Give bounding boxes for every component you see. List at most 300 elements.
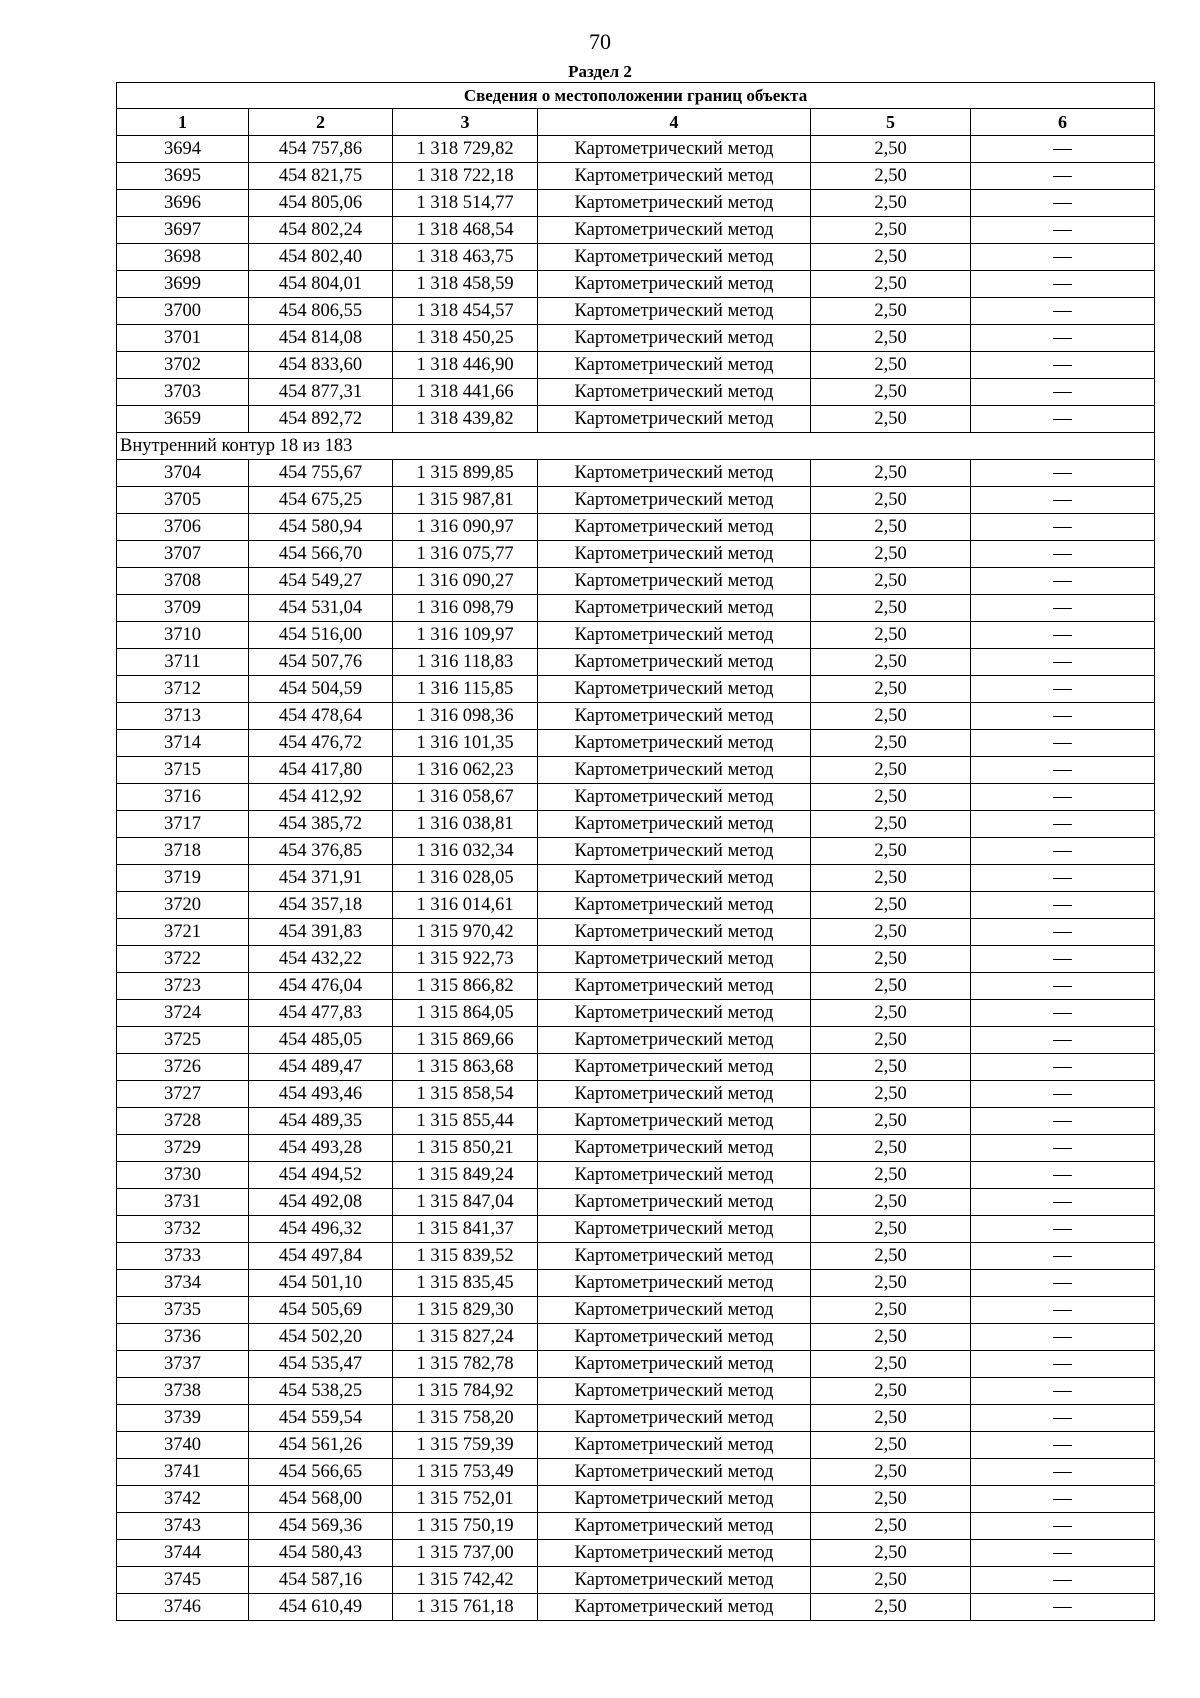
y-coordinate-cell: 1 316 090,27 [393,568,538,595]
point-number-cell: 3700 [117,298,249,325]
accuracy-cell: 2,50 [811,1405,971,1432]
note-cell: — [971,568,1155,595]
accuracy-cell: 2,50 [811,1189,971,1216]
note-cell: — [971,1432,1155,1459]
x-coordinate-cell: 454 376,85 [249,838,393,865]
y-coordinate-cell: 1 315 827,24 [393,1324,538,1351]
y-coordinate-cell: 1 315 737,00 [393,1540,538,1567]
section-title: Раздел 2 [568,62,632,81]
method-cell: Картометрический метод [538,1270,811,1297]
point-number-cell: 3697 [117,217,249,244]
method-cell: Картометрический метод [538,190,811,217]
note-cell: — [971,1540,1155,1567]
table-row [117,1486,1155,1513]
y-coordinate-cell: 1 318 454,57 [393,298,538,325]
table-row [117,1594,1155,1621]
method-cell: Картометрический метод [538,757,811,784]
table-row [117,838,1155,865]
table-row [117,1108,1155,1135]
x-coordinate-cell: 454 569,36 [249,1513,393,1540]
point-number-cell: 3741 [117,1459,249,1486]
x-coordinate-cell: 454 493,28 [249,1135,393,1162]
y-coordinate-cell: 1 316 098,36 [393,703,538,730]
table-row [117,1027,1155,1054]
table-row [117,1135,1155,1162]
method-cell: Картометрический метод [538,973,811,1000]
y-coordinate-cell: 1 315 759,39 [393,1432,538,1459]
table-row [117,325,1155,352]
table-row [117,406,1155,433]
method-cell: Картометрический метод [538,1405,811,1432]
method-cell: Картометрический метод [538,1189,811,1216]
table-row [117,1243,1155,1270]
y-coordinate-cell: 1 315 782,78 [393,1351,538,1378]
accuracy-cell: 2,50 [811,1324,971,1351]
table-row [117,190,1155,217]
x-coordinate-cell: 454 502,20 [249,1324,393,1351]
table-row [117,757,1155,784]
y-coordinate-cell: 1 316 109,97 [393,622,538,649]
table-row [117,1189,1155,1216]
method-cell: Картометрический метод [538,730,811,757]
x-coordinate-cell: 454 814,08 [249,325,393,352]
accuracy-cell: 2,50 [811,649,971,676]
note-cell: — [971,622,1155,649]
note-cell: — [971,1270,1155,1297]
note-cell: — [971,1189,1155,1216]
x-coordinate-cell: 454 566,65 [249,1459,393,1486]
accuracy-cell: 2,50 [811,1540,971,1567]
column-header: 6 [971,109,1155,136]
y-coordinate-cell: 1 318 729,82 [393,136,538,163]
method-cell: Картометрический метод [538,325,811,352]
accuracy-cell: 2,50 [811,487,971,514]
note-cell: — [971,1351,1155,1378]
y-coordinate-cell: 1 315 758,20 [393,1405,538,1432]
column-header-row [117,109,1155,136]
method-cell: Картометрический метод [538,919,811,946]
method-cell: Картометрический метод [538,1243,811,1270]
x-coordinate-cell: 454 806,55 [249,298,393,325]
accuracy-cell: 2,50 [811,784,971,811]
point-number-cell: 3711 [117,649,249,676]
method-cell: Картометрический метод [538,298,811,325]
y-coordinate-cell: 1 315 987,81 [393,487,538,514]
accuracy-cell: 2,50 [811,1027,971,1054]
point-number-cell: 3739 [117,1405,249,1432]
note-cell: — [971,730,1155,757]
method-cell: Картометрический метод [538,1162,811,1189]
y-coordinate-cell: 1 315 869,66 [393,1027,538,1054]
y-coordinate-cell: 1 315 750,19 [393,1513,538,1540]
point-number-cell: 3717 [117,811,249,838]
table-row [117,352,1155,379]
x-coordinate-cell: 454 357,18 [249,892,393,919]
table-row [117,1216,1155,1243]
y-coordinate-cell: 1 316 058,67 [393,784,538,811]
method-cell: Картометрический метод [538,1459,811,1486]
accuracy-cell: 2,50 [811,1135,971,1162]
method-cell: Картометрический метод [538,514,811,541]
x-coordinate-cell: 454 489,35 [249,1108,393,1135]
x-coordinate-cell: 454 559,54 [249,1405,393,1432]
y-coordinate-cell: 1 316 115,85 [393,676,538,703]
note-cell: — [971,406,1155,433]
x-coordinate-cell: 454 892,72 [249,406,393,433]
accuracy-cell: 2,50 [811,352,971,379]
page-number: 70 [589,29,611,54]
point-number-cell: 3716 [117,784,249,811]
point-number-cell: 3736 [117,1324,249,1351]
note-cell: — [971,163,1155,190]
accuracy-cell: 2,50 [811,1000,971,1027]
accuracy-cell: 2,50 [811,919,971,946]
method-cell: Картометрический метод [538,406,811,433]
point-number-cell: 3732 [117,1216,249,1243]
x-coordinate-cell: 454 805,06 [249,190,393,217]
note-cell: — [971,541,1155,568]
method-cell: Картометрический метод [538,1324,811,1351]
point-number-cell: 3737 [117,1351,249,1378]
y-coordinate-cell: 1 316 075,77 [393,541,538,568]
method-cell: Картометрический метод [538,892,811,919]
point-number-cell: 3742 [117,1486,249,1513]
note-cell: — [971,919,1155,946]
accuracy-cell: 2,50 [811,1297,971,1324]
table-row [117,379,1155,406]
note-cell: — [971,487,1155,514]
method-cell: Картометрический метод [538,1027,811,1054]
table-row [117,568,1155,595]
note-cell: — [971,1324,1155,1351]
accuracy-cell: 2,50 [811,811,971,838]
method-cell: Картометрический метод [538,1054,811,1081]
x-coordinate-cell: 454 476,04 [249,973,393,1000]
method-cell: Картометрический метод [538,217,811,244]
table-row [117,703,1155,730]
note-cell: — [971,811,1155,838]
point-number-cell: 3699 [117,271,249,298]
accuracy-cell: 2,50 [811,1432,971,1459]
table-row [117,892,1155,919]
point-number-cell: 3722 [117,946,249,973]
accuracy-cell: 2,50 [811,973,971,1000]
column-header: 1 [117,109,249,136]
table-row [117,1162,1155,1189]
table-row [117,1513,1155,1540]
note-cell: — [971,1000,1155,1027]
y-coordinate-cell: 1 315 784,92 [393,1378,538,1405]
x-coordinate-cell: 454 391,83 [249,919,393,946]
x-coordinate-cell: 454 477,83 [249,1000,393,1027]
table-row [117,271,1155,298]
table-row [117,1432,1155,1459]
y-coordinate-cell: 1 315 752,01 [393,1486,538,1513]
table-row [117,946,1155,973]
method-cell: Картометрический метод [538,622,811,649]
method-cell: Картометрический метод [538,487,811,514]
method-cell: Картометрический метод [538,946,811,973]
point-number-cell: 3710 [117,622,249,649]
x-coordinate-cell: 454 432,22 [249,946,393,973]
table-row [117,1324,1155,1351]
x-coordinate-cell: 454 566,70 [249,541,393,568]
note-cell: — [971,865,1155,892]
method-cell: Картометрический метод [538,838,811,865]
accuracy-cell: 2,50 [811,406,971,433]
accuracy-cell: 2,50 [811,190,971,217]
point-number-cell: 3734 [117,1270,249,1297]
x-coordinate-cell: 454 833,60 [249,352,393,379]
note-cell: — [971,1108,1155,1135]
y-coordinate-cell: 1 315 899,85 [393,460,538,487]
table-row [117,244,1155,271]
x-coordinate-cell: 454 587,16 [249,1567,393,1594]
note-cell: — [971,1216,1155,1243]
accuracy-cell: 2,50 [811,622,971,649]
table-row [117,1081,1155,1108]
accuracy-cell: 2,50 [811,1486,971,1513]
x-coordinate-cell: 454 489,47 [249,1054,393,1081]
accuracy-cell: 2,50 [811,865,971,892]
point-number-cell: 3707 [117,541,249,568]
x-coordinate-cell: 454 496,32 [249,1216,393,1243]
accuracy-cell: 2,50 [811,1594,971,1621]
table-row [117,649,1155,676]
y-coordinate-cell: 1 316 062,23 [393,757,538,784]
y-coordinate-cell: 1 315 858,54 [393,1081,538,1108]
accuracy-cell: 2,50 [811,1162,971,1189]
table-row [117,460,1155,487]
method-cell: Картометрический метод [538,136,811,163]
note-cell: — [971,136,1155,163]
method-cell: Картометрический метод [538,811,811,838]
method-cell: Картометрический метод [538,1108,811,1135]
table-row [117,163,1155,190]
x-coordinate-cell: 454 580,43 [249,1540,393,1567]
x-coordinate-cell: 454 497,84 [249,1243,393,1270]
note-cell: — [971,1567,1155,1594]
y-coordinate-cell: 1 315 849,24 [393,1162,538,1189]
x-coordinate-cell: 454 802,24 [249,217,393,244]
x-coordinate-cell: 454 501,10 [249,1270,393,1297]
note-cell: — [971,784,1155,811]
method-cell: Картометрический метод [538,1594,811,1621]
note-cell: — [971,271,1155,298]
accuracy-cell: 2,50 [811,1081,971,1108]
note-cell: — [971,973,1155,1000]
accuracy-cell: 2,50 [811,1378,971,1405]
accuracy-cell: 2,50 [811,676,971,703]
x-coordinate-cell: 454 493,46 [249,1081,393,1108]
accuracy-cell: 2,50 [811,298,971,325]
accuracy-cell: 2,50 [811,838,971,865]
x-coordinate-cell: 454 531,04 [249,595,393,622]
table-row [117,730,1155,757]
accuracy-cell: 2,50 [811,757,971,784]
method-cell: Картометрический метод [538,541,811,568]
point-number-cell: 3705 [117,487,249,514]
point-number-cell: 3746 [117,1594,249,1621]
point-number-cell: 3695 [117,163,249,190]
method-cell: Картометрический метод [538,163,811,190]
y-coordinate-cell: 1 318 463,75 [393,244,538,271]
table-row [117,1459,1155,1486]
method-cell: Картометрический метод [538,568,811,595]
table-row [117,298,1155,325]
note-cell: — [971,1027,1155,1054]
table-row [117,1540,1155,1567]
note-cell: — [971,1378,1155,1405]
point-number-cell: 3729 [117,1135,249,1162]
table-row [117,1270,1155,1297]
note-cell: — [971,325,1155,352]
method-cell: Картометрический метод [538,352,811,379]
accuracy-cell: 2,50 [811,163,971,190]
method-cell: Картометрический метод [538,649,811,676]
table-row [117,136,1155,163]
point-number-cell: 3714 [117,730,249,757]
note-cell: — [971,1135,1155,1162]
y-coordinate-cell: 1 315 850,21 [393,1135,538,1162]
accuracy-cell: 2,50 [811,1351,971,1378]
y-coordinate-cell: 1 315 855,44 [393,1108,538,1135]
y-coordinate-cell: 1 315 742,42 [393,1567,538,1594]
point-number-cell: 3735 [117,1297,249,1324]
x-coordinate-cell: 454 675,25 [249,487,393,514]
note-cell: — [971,514,1155,541]
point-number-cell: 3708 [117,568,249,595]
x-coordinate-cell: 454 417,80 [249,757,393,784]
method-cell: Картометрический метод [538,784,811,811]
note-cell: — [971,379,1155,406]
accuracy-cell: 2,50 [811,460,971,487]
point-number-cell: 3702 [117,352,249,379]
x-coordinate-cell: 454 504,59 [249,676,393,703]
y-coordinate-cell: 1 316 014,61 [393,892,538,919]
point-number-cell: 3718 [117,838,249,865]
column-header: 2 [249,109,393,136]
y-coordinate-cell: 1 316 101,35 [393,730,538,757]
point-number-cell: 3738 [117,1378,249,1405]
note-cell: — [971,460,1155,487]
note-cell: — [971,1162,1155,1189]
table-caption: Сведения о местоположении границ объекта [117,83,1155,109]
accuracy-cell: 2,50 [811,1054,971,1081]
note-cell: — [971,1486,1155,1513]
accuracy-cell: 2,50 [811,892,971,919]
point-number-cell: 3743 [117,1513,249,1540]
point-number-cell: 3723 [117,973,249,1000]
point-number-cell: 3701 [117,325,249,352]
accuracy-cell: 2,50 [811,1108,971,1135]
accuracy-cell: 2,50 [811,946,971,973]
y-coordinate-cell: 1 316 038,81 [393,811,538,838]
point-number-cell: 3731 [117,1189,249,1216]
y-coordinate-cell: 1 315 829,30 [393,1297,538,1324]
method-cell: Картометрический метод [538,1513,811,1540]
note-cell: — [971,757,1155,784]
y-coordinate-cell: 1 318 450,25 [393,325,538,352]
method-cell: Картометрический метод [538,1135,811,1162]
y-coordinate-cell: 1 318 439,82 [393,406,538,433]
y-coordinate-cell: 1 316 032,34 [393,838,538,865]
note-cell: — [971,352,1155,379]
y-coordinate-cell: 1 315 922,73 [393,946,538,973]
x-coordinate-cell: 454 580,94 [249,514,393,541]
table-row [117,1567,1155,1594]
y-coordinate-cell: 1 318 722,18 [393,163,538,190]
note-cell: — [971,244,1155,271]
x-coordinate-cell: 454 494,52 [249,1162,393,1189]
accuracy-cell: 2,50 [811,136,971,163]
table-row [117,784,1155,811]
note-cell: — [971,649,1155,676]
x-coordinate-cell: 454 549,27 [249,568,393,595]
method-cell: Картометрический метод [538,1540,811,1567]
y-coordinate-cell: 1 316 098,79 [393,595,538,622]
x-coordinate-cell: 454 561,26 [249,1432,393,1459]
point-number-cell: 3726 [117,1054,249,1081]
point-number-cell: 3740 [117,1432,249,1459]
point-number-cell: 3720 [117,892,249,919]
x-coordinate-cell: 454 505,69 [249,1297,393,1324]
table-row [117,676,1155,703]
table-row [117,1054,1155,1081]
point-number-cell: 3728 [117,1108,249,1135]
method-cell: Картометрический метод [538,703,811,730]
x-coordinate-cell: 454 516,00 [249,622,393,649]
boundaries-table [116,82,1155,1621]
table-row [117,622,1155,649]
table-body [117,136,1155,1621]
x-coordinate-cell: 454 804,01 [249,271,393,298]
table-row [117,973,1155,1000]
table-row [117,487,1155,514]
accuracy-cell: 2,50 [811,1513,971,1540]
note-cell: — [971,1297,1155,1324]
table-row [117,1405,1155,1432]
accuracy-cell: 2,50 [811,1270,971,1297]
point-number-cell: 3706 [117,514,249,541]
x-coordinate-cell: 454 507,76 [249,649,393,676]
method-cell: Картометрический метод [538,1081,811,1108]
y-coordinate-cell: 1 318 458,59 [393,271,538,298]
point-number-cell: 3721 [117,919,249,946]
point-number-cell: 3713 [117,703,249,730]
x-coordinate-cell: 454 485,05 [249,1027,393,1054]
note-cell: — [971,703,1155,730]
table-row [117,1297,1155,1324]
method-cell: Картометрический метод [538,1486,811,1513]
y-coordinate-cell: 1 315 864,05 [393,1000,538,1027]
y-coordinate-cell: 1 315 847,04 [393,1189,538,1216]
y-coordinate-cell: 1 316 118,83 [393,649,538,676]
note-cell: — [971,190,1155,217]
note-cell: — [971,595,1155,622]
note-cell: — [971,1081,1155,1108]
method-cell: Картометрический метод [538,1216,811,1243]
accuracy-cell: 2,50 [811,541,971,568]
method-cell: Картометрический метод [538,865,811,892]
method-cell: Картометрический метод [538,379,811,406]
column-header: 5 [811,109,971,136]
point-number-cell: 3715 [117,757,249,784]
contour-heading-row [117,433,1155,460]
note-cell: — [971,1405,1155,1432]
accuracy-cell: 2,50 [811,325,971,352]
accuracy-cell: 2,50 [811,271,971,298]
